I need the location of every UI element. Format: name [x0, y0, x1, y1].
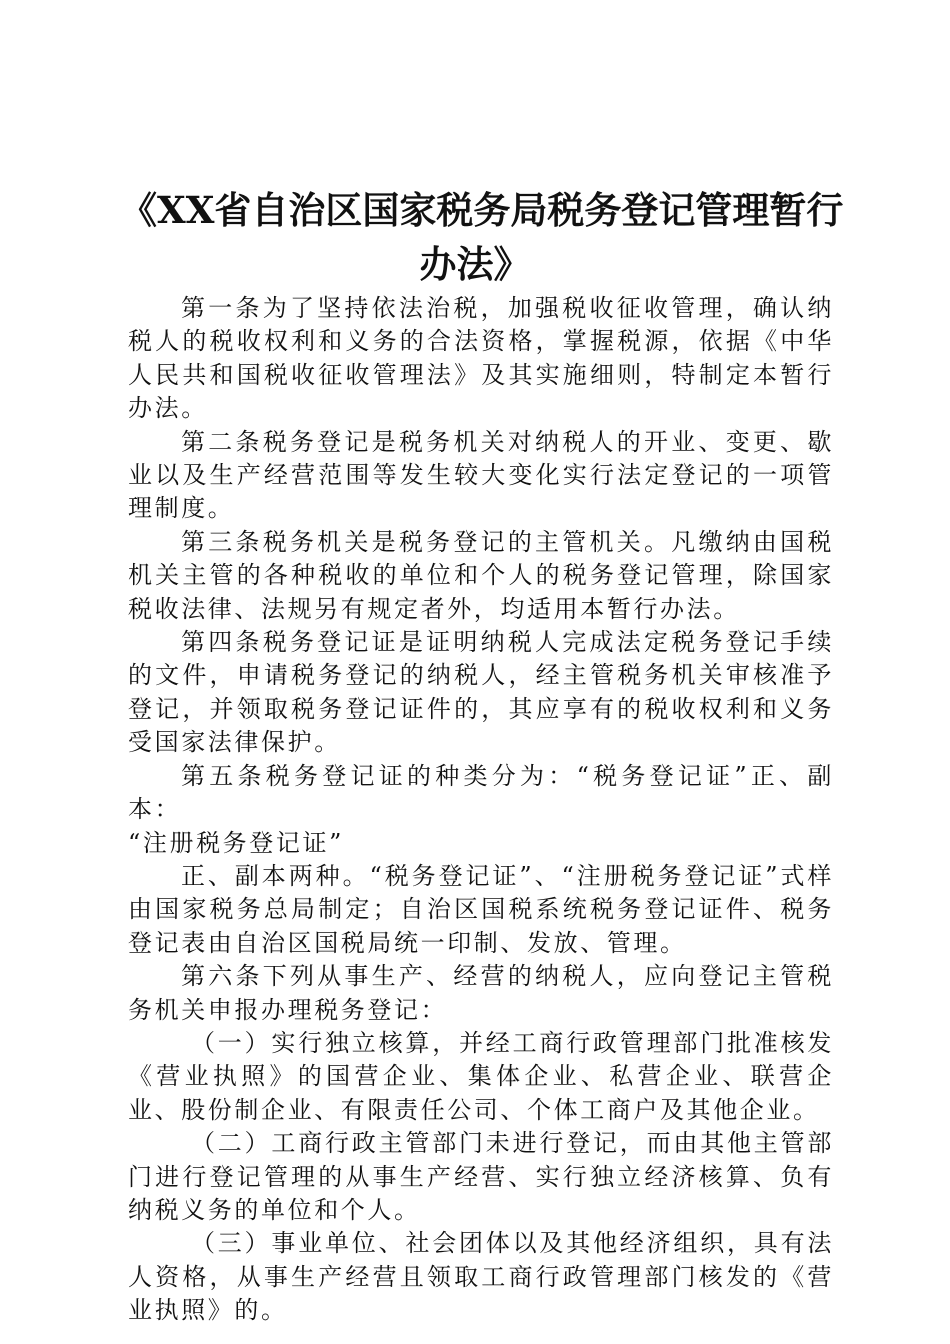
article-5-detail-paragraph: 正、副本两种。“税务登记证”、“注册税务登记证”式样由国家税务总局制定；自治区国税系统税务登记证件、税务登记表由自治区国税局统一印制、发放、管理。 — [128, 861, 834, 957]
article-6-item-2: （二）工商行政主管部门未进行登记，而由其他主管部门进行登记管理的从事生产经营、实行独立经济核算、负有纳税义务的单位和个人。 — [128, 1129, 834, 1224]
article-2-paragraph: 第二条税务登记是税务机关对纳税人的开业、变更、歇业以及生产经营范围等发生较大变化实行法定登记的一项管理制度。 — [128, 427, 834, 523]
article-1-paragraph: 第一条为了坚持依法治税，加强税收征收管理，确认纳税人的税收权利和义务的合法资格，掌握税源，依据《中华人民共和国税收征收管理法》及其实施细则，特制定本暂行办法。 — [128, 294, 834, 423]
document-title-line-1: 《XX省自治区国家税务局税务登记管理暂行 — [120, 188, 844, 232]
article-4-paragraph: 第四条税务登记证是证明纳税人完成法定税务登记手续的文件，申请税务登记的纳税人，经主管税务机关审核准予登记，并领取税务登记证件的，其应享有的税收权利和义务受国家法律保护。 — [128, 628, 834, 757]
article-6-item-3: （三）事业单位、社会团体以及其他经济组织，具有法人资格，从事生产经营且领取工商行政管理部门核发的《营业执照》的。 — [128, 1229, 834, 1325]
document-body — [128, 292, 834, 1328]
article-5-continuation: “注册税务登记证” — [128, 828, 344, 857]
article-6-item-1: （一）实行独立核算，并经工商行政管理部门批准核发《营业执照》的国营企业、集体企业、私营企业、联营企业、股份制企业、有限责任公司、个体工商户及其他企业。 — [128, 1028, 834, 1124]
article-6-paragraph: 第六条下列从事生产、经营的纳税人，应向登记主管税务机关申报办理税务登记： — [128, 962, 834, 1024]
document-title-line-2: 办法》 — [419, 242, 531, 286]
article-3-paragraph: 第三条税务机关是税务登记的主管机关。凡缴纳由国税机关主管的各种税收的单位和个人的税务登记管理，除国家税收法律、法规另有规定者外，均适用本暂行办法。 — [128, 527, 834, 623]
article-5-paragraph: 第五条税务登记证的种类分为：“税务登记证”正、副本： — [128, 761, 834, 824]
